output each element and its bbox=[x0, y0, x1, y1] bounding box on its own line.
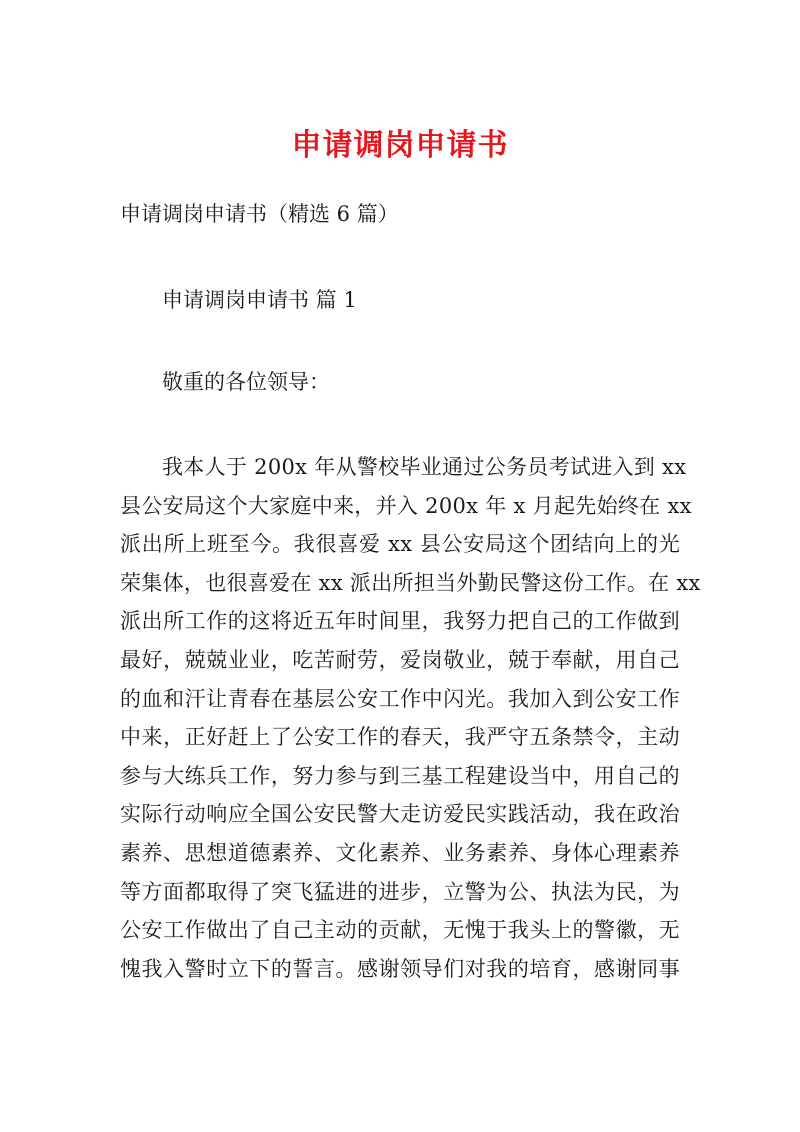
body-line: 愧我入警时立下的誓言。感谢领导们对我的培育，感谢同事 bbox=[120, 956, 680, 981]
body-line: 我本人于 200x 年从警校毕业通过公务员考试进入到 xx bbox=[162, 455, 687, 479]
body-line: 县公安局这个大家庭中来，并入 200x 年 x 月起先始终在 xx bbox=[120, 493, 692, 518]
body-line: 派出所上班至今。我很喜爱 xx 县公安局这个团结向上的光 bbox=[120, 532, 680, 557]
body-line: 中来，正好赶上了公安工作的春天，我严守五条禁令，主动 bbox=[120, 725, 680, 750]
body-line: 参与大练兵工作，努力参与到三基工程建设当中，用自己的 bbox=[120, 763, 680, 788]
body-line: 等方面都取得了突飞猛进的进步，立警为公、执法为民，为 bbox=[120, 879, 680, 904]
salutation: 敬重的各位领导： bbox=[162, 370, 330, 394]
body-line: 公安工作做出了自己主动的贡献，无愧于我头上的警徽，无 bbox=[120, 918, 680, 943]
body-line: 派出所工作的这将近五年时间里，我努力把自己的工作做到 bbox=[120, 609, 680, 634]
body-line: 实际行动响应全国公安民警大走访爱民实践活动，我在政治 bbox=[120, 802, 680, 827]
body-line: 荣集体，也很喜爱在 xx 派出所担当外勤民警这份工作。在 xx bbox=[120, 570, 701, 595]
body-paragraph bbox=[120, 448, 701, 988]
body-line: 最好，兢兢业业，吃苦耐劳，爱岗敬业，兢于奉献，用自己 bbox=[120, 647, 680, 672]
section-heading: 申请调岗申请书 篇 1 bbox=[162, 288, 357, 312]
body-line: 的血和汗让青春在基层公安工作中闪光。我加入到公安工作 bbox=[120, 686, 680, 711]
body-line: 素养、思想道德素养、文化素养、业务素养、身体心理素养 bbox=[120, 840, 680, 865]
document-title: 申请调岗申请书 bbox=[291, 128, 509, 163]
document-subtitle: 申请调岗申请书（精选 6 篇） bbox=[120, 202, 399, 226]
